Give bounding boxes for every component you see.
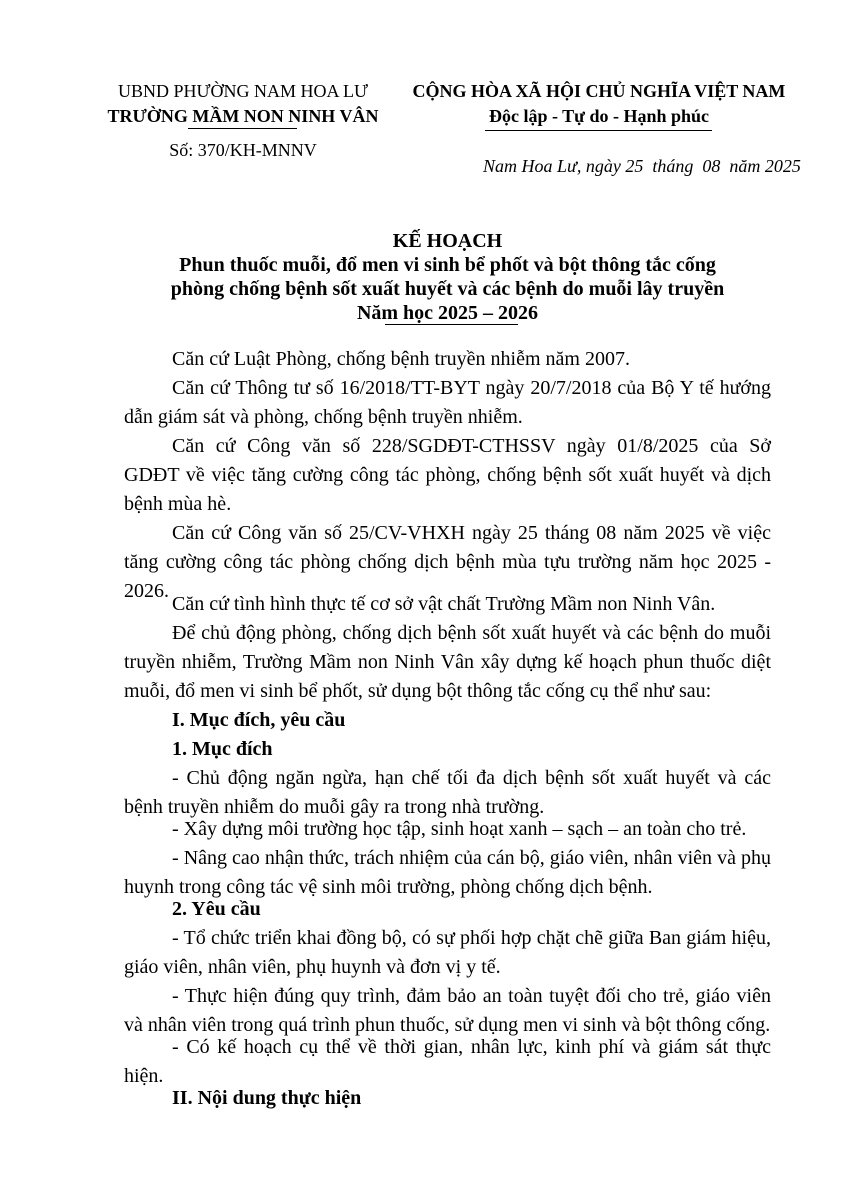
purpose-item: - Chủ động ngăn ngừa, hạn chế tối đa dịch bệnh sốt xuất huyết và các bệnh truyền nhiễm do muỗi gây ra trong nhà trường.: [124, 767, 771, 818]
document-number: Số: 370/KH-MNNV: [169, 140, 317, 160]
section-1-2-title: 2. Yêu cầu: [172, 898, 261, 920]
basis-paragraph: Căn cứ Công văn số 25/CV-VHXH ngày 25 tháng 08 năm 2025 về việc tăng cường công tác phòng chống dịch bệnh mùa tựu trường năm học 2025 - 2026.: [124, 522, 771, 602]
requirement-item: - Tổ chức triển khai đồng bộ, có sự phối hợp chặt chẽ giữa Ban giám hiệu, giáo viên, nhân viên, phụ huynh và đơn vị y tế.: [124, 927, 771, 978]
basis-paragraph: Căn cứ Công văn số 228/SGDĐT-CTHSSV ngày 01/8/2025 của Sở GDĐT về việc tăng cường công tác phòng, chống bệnh sốt xuất huyết và dịch bệnh mùa hè.: [124, 435, 771, 515]
requirement-item: - Có kế hoạch cụ thể về thời gian, nhân lực, kinh phí và giám sát thực hiện.: [124, 1036, 771, 1087]
national-title: CỘNG HÒA XÃ HỘI CHỦ NGHĨA VIỆT NAM: [412, 81, 786, 101]
school-underline: [188, 128, 297, 129]
place-date: Nam Hoa Lư, ngày 25 tháng 08 năm 2025: [483, 156, 801, 176]
document-type: KẾ HOẠCH: [392, 230, 503, 252]
section-2-title: II. Nội dung thực hiện: [172, 1087, 362, 1109]
motto-underline: [485, 130, 712, 131]
authority-name: UBND PHƯỜNG NAM HOA LƯ: [118, 81, 368, 101]
title-line-2: phòng chống bệnh sốt xuất huyết và các bệnh do muỗi lây truyền: [170, 278, 725, 300]
section-1-1-title: 1. Mục đích: [172, 738, 273, 760]
school-name: TRƯỜNG MẦM NON NINH VÂN: [107, 106, 379, 126]
school-year: Năm học 2025 – 2026: [356, 302, 539, 324]
purpose-item: - Nâng cao nhận thức, trách nhiệm của cán bộ, giáo viên, nhân viên và phụ huynh trong công tác vệ sinh môi trường, phòng chống dịch bệnh.: [124, 847, 771, 898]
title-underline: [385, 324, 518, 325]
purpose-item: - Xây dựng môi trường học tập, sinh hoạt xanh – sạch – an toàn cho trẻ.: [172, 818, 747, 840]
basis-paragraph: Căn cứ Luật Phòng, chống bệnh truyền nhiễm năm 2007.: [172, 348, 630, 370]
basis-paragraph: Để chủ động phòng, chống dịch bệnh sốt xuất huyết và các bệnh do muỗi truyền nhiễm, Trường Mầm non Ninh Vân xây dựng kế hoạch phun thuốc diệt muỗi, đổ men vi sinh bể phốt, sử dụng bột thông tắc cống cụ thể như sau:: [124, 622, 771, 702]
title-line-1: Phun thuốc muỗi, đổ men vi sinh bể phốt và bột thông tắc cống: [179, 254, 716, 276]
basis-paragraph: Căn cứ Thông tư số 16/2018/TT-BYT ngày 20/7/2018 của Bộ Y tế hướng dẫn giám sát và phòng, chống bệnh truyền nhiễm.: [124, 377, 771, 428]
national-motto: Độc lập - Tự do - Hạnh phúc: [488, 106, 710, 126]
requirement-item: - Thực hiện đúng quy trình, đảm bảo an toàn tuyệt đối cho trẻ, giáo viên và nhân viên trong quá trình phun thuốc, sử dụng men vi sinh và bột thông cống.: [124, 985, 771, 1036]
section-1-title: I. Mục đích, yêu cầu: [172, 709, 346, 731]
basis-paragraph: Căn cứ tình hình thực tế cơ sở vật chất Trường Mầm non Ninh Vân.: [172, 593, 716, 615]
